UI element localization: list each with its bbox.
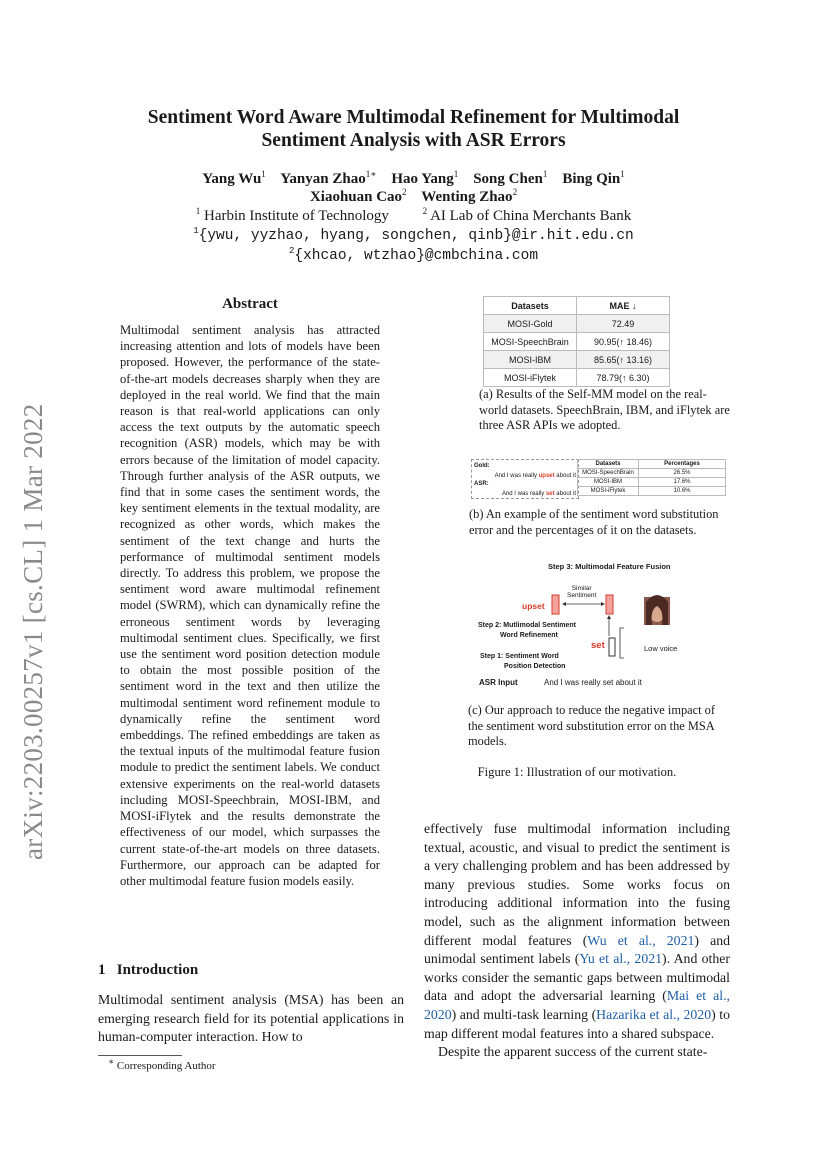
citation-link[interactable]: Yu et al., 2021	[579, 951, 663, 967]
email-2: {xhcao, wtzhao}@cmbchina.com	[294, 248, 539, 264]
table-row: MOSI-SpeechBrain 26.5%	[578, 469, 726, 478]
paragraph-start: Despite the apparent success of the current state-	[438, 1044, 708, 1060]
asr-input-label: ASR Input	[479, 678, 518, 687]
table-header: Datasets	[484, 297, 577, 315]
refine-arrow-head	[607, 615, 611, 619]
arrow-head-left	[562, 602, 566, 606]
table-header: MAE ↓	[577, 297, 670, 315]
set-word-label: set	[591, 640, 605, 651]
figure-1b-example: Gold: And I was really upset about it ASR: And I was really set about it	[471, 459, 579, 499]
author-name: Hao Yang	[391, 171, 454, 187]
asr-error-word: set	[545, 491, 555, 497]
intro-paragraph: Multimodal sentiment analysis (MSA) has been an emerging research field for its potential applications in human-computer interaction. How to	[98, 992, 404, 1045]
figure-1c-diagram	[474, 558, 734, 692]
author-name: Yang Wu	[202, 171, 262, 187]
similar-sentiment-label: Similar Sentiment	[567, 585, 597, 599]
paper-title	[110, 106, 717, 152]
author-name: Xiaohuan Cao	[309, 189, 403, 205]
affiliation-1: Harbin Institute of Technology	[203, 208, 389, 224]
step3-label: Step 3: Multimodal Feature Fusion	[548, 562, 671, 571]
arrow-head-right	[601, 602, 605, 606]
upset-word-label: upset	[522, 601, 545, 611]
affiliations: $^1$ Harbin Institute of Technology $^2$ AI Lab of China Merchants Bank $^1${ywu, yyzhao, hyang, songchen, qinb}@ir.hit.edu.cn $^2${xhcao, wtzhao}@cmbchina.com	[193, 206, 634, 264]
caption-b: (b) An example of the sentiment word substitution error and the percentages of it on the datasets.	[469, 507, 719, 537]
figure-1a-table	[483, 296, 670, 387]
table-row: MOSI-Gold 72.49	[484, 315, 670, 333]
figure-1b-table	[577, 459, 726, 496]
section-heading: 1 Introduction	[98, 962, 199, 978]
email-1: {ywu, yyzhao, hyang, songchen, qinb}@ir.hit.edu.cn	[198, 228, 634, 244]
citation-link[interactable]: Mai et al., 2020	[424, 988, 731, 1022]
table-row: MOSI-IBM 85.65(↑ 13.16)	[484, 351, 670, 369]
title-line-1: Sentiment Word Aware Multimodal Refinement for Multimodal	[147, 107, 680, 128]
table-row: MOSI-SpeechBrain 90.95(↑ 18.46)	[484, 333, 670, 351]
set-embedding-box	[609, 638, 615, 656]
author-name: Bing Qin	[562, 171, 621, 187]
asr-input-sentence: And I was really set about it	[544, 678, 642, 687]
low-voice-bracket	[620, 628, 624, 658]
table-header: Percentages	[639, 460, 726, 469]
arxiv-sidebar-id: arXiv:2203.00257v1 [cs.CL] 1 Mar 2022	[18, 403, 48, 860]
footnote: ∗ Corresponding Author	[108, 1056, 216, 1072]
author-list: Yang Wu$^1$ Yanyan Zhao$^{1∗}$ Hao Yang$^1$ Song Chen$^1$ Bing Qin$^1$ Xiaohuan Cao$^2$ Wenting Zhao$^2$	[202, 169, 625, 205]
right-column-paragraph: effectively fuse multimodal information including textual, acoustic, and visual to predict the sentiment is a very challenging problem and has been addressed by many previous studies. Some works focus on introducing additional information into the fusing model, such as the alignment information between different modal features (Wu et al., 2021) and unimodal sentiment labels (Yu et al., 2021). And other works consider the semantic gaps between multimodal data and adopt the adversarial learning (Mai et al., 2020) and multi-task learning (Hazarika et al., 2020) to map different modal features into a shared subspace. Despite the apparent success of the current state-	[424, 820, 730, 1062]
caption-a: (a) Results of the Self-MM model on the real-world datasets. SpeechBrain, IBM, and iFlytek are three ASR APIs we adopted.	[479, 387, 730, 433]
upset-embedding-box	[552, 595, 559, 614]
step1-label: Step 1: Sentiment Word Position Detection	[480, 653, 566, 670]
step2-label: Step 2: Mutlimodal Sentiment Word Refinement	[478, 622, 577, 639]
low-voice-label: Low voice	[644, 644, 678, 653]
author-name: Song Chen	[473, 171, 543, 187]
table-header: Datasets	[578, 460, 639, 469]
gold-sentiment-word: upset	[538, 473, 555, 479]
abstract-body: Multimodal sentiment analysis has attracted increasing attention and lots of models have been proposed. However, the performance of the state-of-the-art models decreases sharply when they are deployed in the real world. We find that the main reason is that real-world applications can only access the text outputs by the automatic speech recognition (ASR) models, which may be with errors because of the limitation of model capacity. Through further analysis of the ASR outputs, we find that in some cases the sentiment words, the key sentiment elements in the textual modality, are recognized as other words, which makes the sentiment of the text change and hurts the performance of multimodal sentiment models directly. To address this problem, we propose the sentiment word aware multimodal refinement model (SWRM), which can dynamically refine the erroneous sentiment words by leveraging multimodal sentiment clues. Specifically, we first use the sentiment word position detection module to obtain the most possible position of the sentiment word in the text and then utilize the multimodal sentiment word refinement module to dynamically refine the sentiment word embeddings. The refined embeddings are taken as the textual inputs of the multimodal feature fusion module to predict the sentiment labels. We conduct extensive experiments on the real-world datasets including MOSI-Speechbrain, MOSI-IBM, and MOSI-iFlytek and the results demonstrate the effectiveness of our model, which surpasses the current state-of-the-art models on three datasets. Furthermore, our approach can be adapted for other multimodal feature fusion models easily.	[120, 323, 380, 888]
title-line-2: Sentiment Analysis with ASR Errors	[261, 130, 566, 151]
citation-link[interactable]: Hazarika et al., 2020	[596, 1006, 712, 1022]
caption-c: (c) Our approach to reduce the negative impact of the sentiment word substitution error on the MSA models.	[468, 703, 716, 749]
affiliation-2: AI Lab of China Merchants Bank	[430, 208, 632, 224]
refined-embedding-box	[606, 595, 613, 614]
table-row: MOSI-IBM 17.6%	[578, 478, 726, 487]
author-name: Wenting Zhao	[421, 189, 513, 205]
table-row: MOSI-iFlytek 78.79(↑ 6.30)	[484, 369, 670, 387]
author-name: Yanyan Zhao	[280, 171, 366, 187]
figure-caption: Figure 1: Illustration of our motivation.	[477, 765, 677, 779]
table-row: MOSI-iFlytek 10.6%	[578, 487, 726, 496]
abstract-heading: Abstract	[222, 296, 278, 312]
citation-link[interactable]: Wu et al., 2021	[587, 932, 695, 948]
